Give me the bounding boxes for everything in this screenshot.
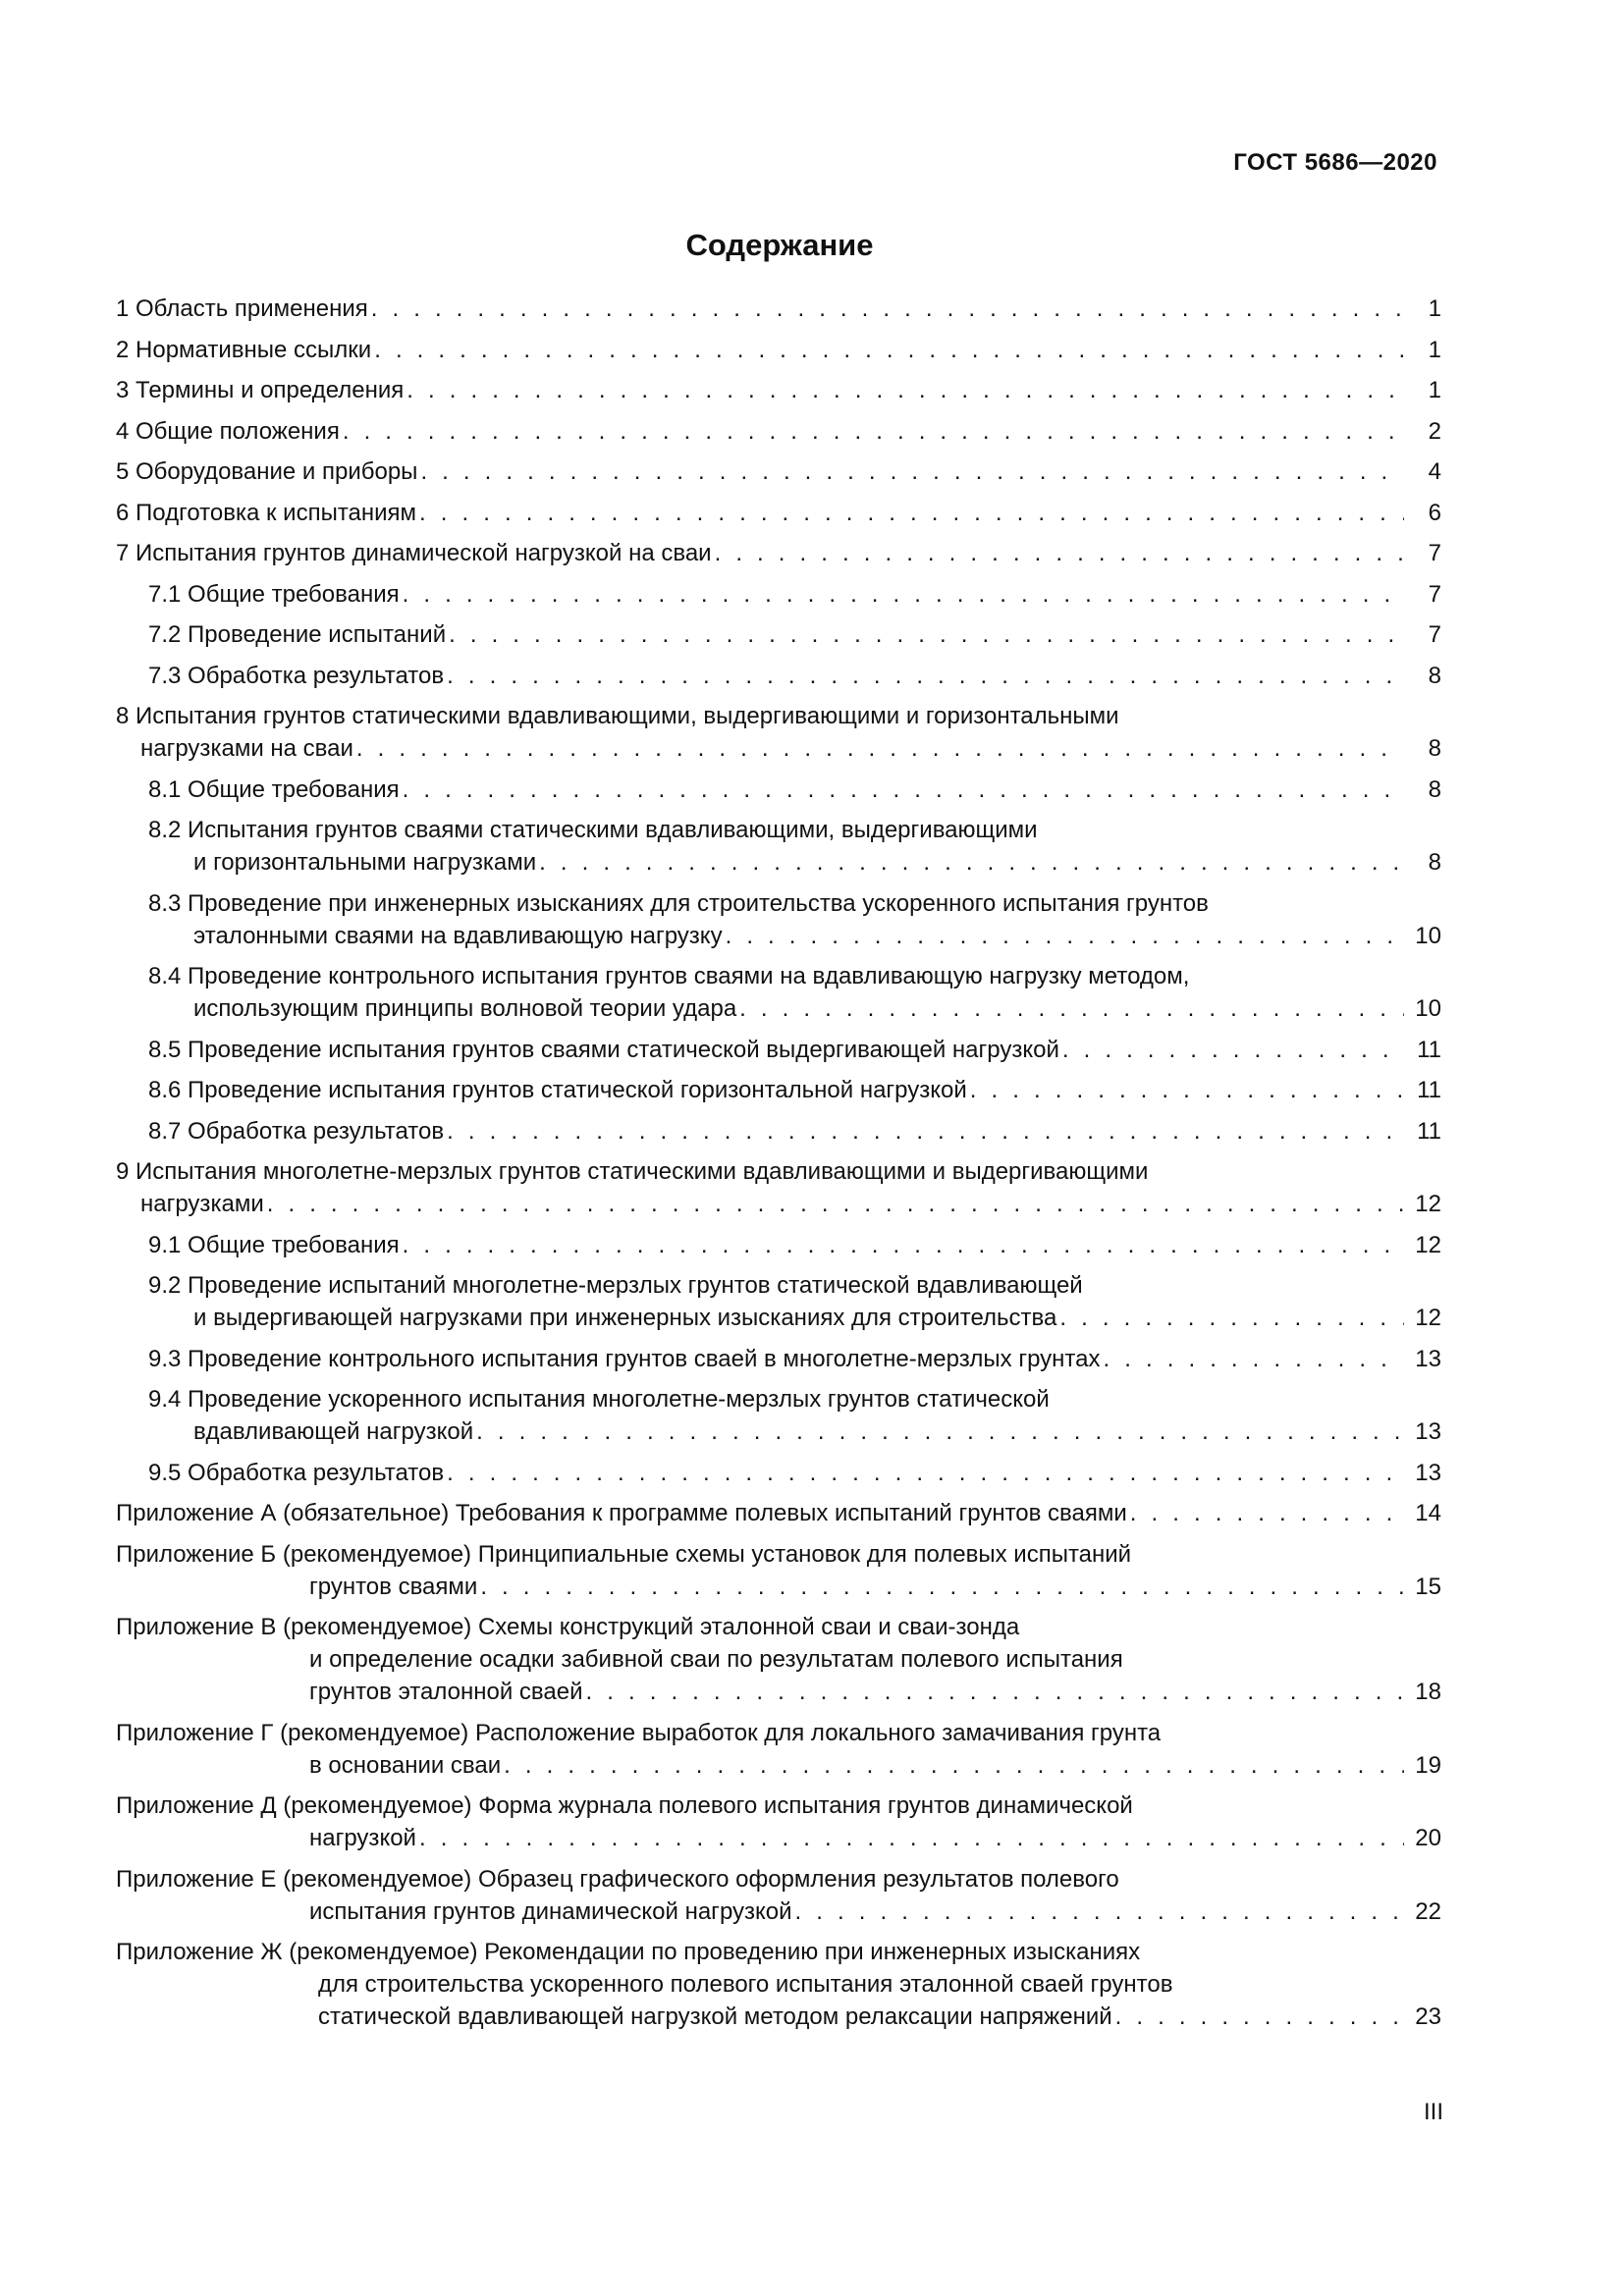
toc-entry-last-line (116, 732, 1441, 765)
toc-page-number: 2 (1428, 417, 1441, 445)
toc-page-number: 20 (1415, 1825, 1441, 1851)
toc-entry-text: вдавливающей нагрузкой (193, 1418, 474, 1445)
toc-entry-text: 8.7 Обработка результатов (148, 1117, 445, 1145)
toc-title: Содержание (685, 228, 874, 262)
toc-entry-text: грунтов эталонной сваей (309, 1679, 583, 1705)
dot-leader (970, 1074, 1404, 1106)
toc-entry[interactable] (116, 1611, 1441, 1708)
toc-entry-line: и определение осадки забивной сваи по результатам полевого испытания (309, 1646, 1123, 1673)
toc-entry-text: 7.3 Обработка результатов (148, 662, 445, 689)
toc-entry-line: 8.3 Проведение при инженерных изысканиях для строительства ускоренного испытания грунтов (148, 889, 1209, 917)
toc-entry-last-line (148, 578, 1441, 611)
toc-page-number: 23 (1415, 2003, 1441, 2030)
toc-entry-last-line (116, 1497, 1441, 1529)
toc-entry[interactable] (116, 1457, 1441, 1489)
dot-leader (267, 1188, 1404, 1220)
toc-page-number: 12 (1415, 1231, 1441, 1258)
toc-entry-last-line (116, 497, 1441, 529)
toc-entry[interactable] (116, 887, 1441, 952)
toc-page-number: 1 (1428, 336, 1441, 363)
dot-leader (586, 1676, 1405, 1708)
toc-entry-text: 1 Область применения (116, 295, 368, 322)
toc-entry-last-line (148, 1229, 1441, 1261)
dot-leader (419, 497, 1404, 529)
toc-page-number: 7 (1428, 540, 1441, 566)
toc-entry-last-line (116, 455, 1441, 488)
toc-entry-last-line (148, 774, 1441, 806)
toc-entry-last-line (116, 1571, 1441, 1603)
dot-leader (447, 660, 1404, 692)
toc-entry[interactable] (116, 814, 1441, 879)
dot-leader (447, 1115, 1404, 1148)
toc-entry-text: 8.5 Проведение испытания грунтов сваями статической выдергивающей нагрузкой (148, 1036, 1059, 1063)
toc-entry[interactable] (116, 1074, 1441, 1106)
dot-leader (449, 618, 1404, 651)
toc-entry-text: нагрузкой (309, 1825, 416, 1851)
toc-entry[interactable] (116, 578, 1441, 611)
toc-entry-last-line (116, 1188, 1441, 1220)
toc-entry[interactable] (116, 415, 1441, 448)
toc-entry[interactable] (116, 774, 1441, 806)
dot-leader (504, 1749, 1404, 1782)
toc-page-number: 10 (1415, 922, 1441, 949)
toc-entry[interactable] (116, 1936, 1441, 2033)
toc-entry-line: 8.4 Проведение контрольного испытания грунтов сваями на вдавливающую нагрузку методом, (148, 963, 1190, 989)
toc-entry[interactable] (116, 293, 1441, 325)
toc-entry-text: 7.1 Общие требования (148, 580, 400, 608)
toc-entry-last-line (116, 1822, 1441, 1854)
toc-entry-text: 3 Термины и определения (116, 377, 405, 403)
toc-entry-line: 9.2 Проведение испытаний многолетне-мерзлых грунтов статической вдавливающей (148, 1272, 1083, 1299)
toc-page-number: 15 (1415, 1573, 1441, 1600)
dot-leader (403, 578, 1404, 611)
toc-entry-line: Приложение Е (рекомендуемое) Образец графического оформления результатов полевого (116, 1865, 1119, 1893)
toc-entry-last-line (148, 660, 1441, 692)
toc-page-number: 19 (1415, 1751, 1441, 1779)
toc-entry-last-line (148, 1074, 1441, 1106)
toc-entry-last-line (116, 537, 1441, 569)
toc-entry-line: Приложение Д (рекомендуемое) Форма журнала полевого испытания грунтов динамической (116, 1792, 1133, 1819)
dot-leader (420, 455, 1404, 488)
dot-leader (374, 334, 1404, 366)
dot-leader (447, 1457, 1404, 1489)
toc-entry-text: 9.1 Общие требования (148, 1231, 400, 1258)
toc-entry-text: нагрузками на сваи (140, 735, 353, 762)
toc-entry-last-line (148, 1457, 1441, 1489)
toc-page-number: 13 (1415, 1459, 1441, 1486)
toc-entry-text: 8.1 Общие требования (148, 775, 400, 803)
toc-entry-last-line (148, 1034, 1441, 1066)
dot-leader (539, 846, 1404, 879)
dot-leader (343, 415, 1404, 448)
dot-leader (726, 920, 1404, 952)
toc-entry[interactable] (116, 1717, 1441, 1782)
dot-leader (476, 1415, 1404, 1448)
dot-leader (1059, 1302, 1404, 1334)
toc-page-number: 8 (1428, 662, 1441, 689)
toc-entry-line: Приложение Б (рекомендуемое) Принципиальные схемы установок для полевых испытаний (116, 1540, 1132, 1568)
toc-entry[interactable] (116, 960, 1441, 1025)
dot-leader (480, 1571, 1404, 1603)
toc-entry-line: для строительства ускоренного полевого испытания эталонной сваей грунтов (318, 1971, 1173, 1998)
toc-entry-last-line (148, 846, 1441, 879)
toc-entry-text: 9.5 Обработка результатов (148, 1459, 445, 1486)
toc-entry-text: нагрузками (140, 1191, 264, 1217)
toc-entry-text: в основании сваи (309, 1751, 502, 1779)
toc-entry[interactable] (116, 618, 1441, 651)
toc-entry-last-line (116, 1676, 1441, 1708)
toc-entry-text: Приложение А (обязательное) Требования к программе полевых испытаний грунтов сваями (116, 1500, 1127, 1526)
toc-entry[interactable] (116, 1789, 1441, 1854)
toc-entry-last-line (148, 1343, 1441, 1375)
toc-entry-line: Приложение Ж (рекомендуемое) Рекомендации по проведению при инженерных изысканиях (116, 1939, 1141, 1965)
toc-entry-last-line (116, 1749, 1441, 1782)
dot-leader (1104, 1343, 1404, 1375)
toc-entry-text: 9.3 Проведение контрольного испытания грунтов сваей в многолетне-мерзлых грунтах (148, 1345, 1101, 1372)
toc-entry-last-line (116, 415, 1441, 448)
toc-entry[interactable] (116, 374, 1441, 406)
dot-leader (403, 1229, 1404, 1261)
toc-entry[interactable] (116, 1343, 1441, 1375)
toc-entry[interactable] (116, 1538, 1441, 1603)
toc-entry-last-line (148, 618, 1441, 651)
toc-entry-last-line (148, 920, 1441, 952)
toc-entry[interactable] (116, 660, 1441, 692)
dot-leader (1115, 2001, 1404, 2033)
toc-entry-last-line (148, 1415, 1441, 1448)
dot-leader (356, 732, 1404, 765)
toc-page-number: 12 (1415, 1305, 1441, 1331)
toc-page-number: 8 (1428, 775, 1441, 803)
toc-page-number: 6 (1428, 499, 1441, 526)
toc-page-number: 13 (1415, 1345, 1441, 1372)
toc-entry[interactable] (116, 1497, 1441, 1529)
toc-entry-text: и горизонтальными нагрузками (193, 849, 537, 876)
toc-entry[interactable] (116, 1034, 1441, 1066)
toc-entry[interactable] (116, 1863, 1441, 1928)
toc-entry-text: 4 Общие положения (116, 417, 340, 445)
toc-entry-text: использующим принципы волновой теории удара (193, 995, 737, 1022)
toc-entry[interactable] (116, 537, 1441, 569)
toc-page-number: 11 (1417, 1117, 1441, 1145)
toc-page-number: 1 (1428, 377, 1441, 403)
page-number: III (1423, 2099, 1443, 2125)
toc-entry-line: 9 Испытания многолетне-мерзлых грунтов статическими вдавливающими и выдергивающими (116, 1158, 1149, 1185)
dot-leader (795, 1896, 1404, 1928)
table-of-contents (116, 293, 1441, 2042)
toc-entry[interactable] (116, 334, 1441, 366)
toc-page-number: 7 (1428, 580, 1441, 608)
toc-page-number: 12 (1415, 1191, 1441, 1217)
toc-entry-text: и выдергивающей нагрузками при инженерных изысканиях для строительства (193, 1305, 1057, 1331)
toc-entry-text: 2 Нормативные ссылки (116, 336, 372, 363)
toc-entry-line: 8 Испытания грунтов статическими вдавливающими, выдергивающими и горизонтальными (116, 703, 1119, 729)
dot-leader (1062, 1034, 1404, 1066)
toc-entry-last-line (148, 992, 1441, 1025)
toc-entry[interactable] (116, 1229, 1441, 1261)
toc-page-number: 8 (1428, 735, 1441, 762)
toc-page-number: 14 (1415, 1500, 1441, 1526)
toc-entry-text: 5 Оборудование и приборы (116, 458, 418, 485)
toc-page-number: 1 (1428, 295, 1441, 322)
dot-leader (406, 374, 1404, 406)
toc-entry-text: испытания грунтов динамической нагрузкой (309, 1897, 792, 1925)
toc-page-number: 22 (1415, 1897, 1441, 1925)
toc-entry-text: 7.2 Проведение испытаний (148, 621, 447, 648)
toc-page-number: 7 (1428, 621, 1441, 648)
toc-entry[interactable] (116, 455, 1441, 488)
toc-entry-text: грунтов сваями (309, 1573, 478, 1600)
toc-entry-text: 8.6 Проведение испытания грунтов статической горизонтальной нагрузкой (148, 1077, 967, 1103)
toc-entry-text: статической вдавливающей нагрузкой методом релаксации напряжений (318, 2003, 1112, 2030)
toc-entry-last-line (148, 1115, 1441, 1148)
toc-entry[interactable] (116, 1115, 1441, 1148)
toc-entry-line: 9.4 Проведение ускоренного испытания многолетне-мерзлых грунтов статической (148, 1386, 1050, 1413)
dot-leader (739, 992, 1404, 1025)
toc-entry-last-line (148, 1302, 1441, 1334)
toc-entry-line: Приложение В (рекомендуемое) Схемы конструкций эталонной сваи и сваи-зонда (116, 1614, 1020, 1640)
dot-leader (403, 774, 1404, 806)
toc-entry[interactable] (116, 1383, 1441, 1448)
toc-entry-text: 7 Испытания грунтов динамической нагрузкой на сваи (116, 540, 712, 566)
toc-page-number: 11 (1417, 1077, 1441, 1103)
toc-page-number: 4 (1428, 458, 1441, 485)
toc-entry-last-line (116, 334, 1441, 366)
toc-entry[interactable] (116, 497, 1441, 529)
toc-entry-text: эталонными сваями на вдавливающую нагрузку (193, 922, 723, 949)
toc-entry-last-line (116, 293, 1441, 325)
toc-entry-text: 6 Подготовка к испытаниям (116, 499, 417, 526)
toc-entry-last-line (116, 374, 1441, 406)
toc-page-number: 10 (1415, 995, 1441, 1022)
toc-entry-line: Приложение Г (рекомендуемое) Расположение выработок для локального замачивания грунта (116, 1719, 1162, 1746)
toc-entry[interactable] (116, 700, 1441, 765)
toc-entry-last-line (116, 1896, 1441, 1928)
toc-entry[interactable] (116, 1269, 1441, 1334)
dot-leader (419, 1822, 1404, 1854)
document-code: ГОСТ 5686—2020 (1233, 149, 1437, 176)
toc-entry-line: 8.2 Испытания грунтов сваями статическими вдавливающими, выдергивающими (148, 817, 1038, 843)
dot-leader (715, 537, 1404, 569)
toc-page-number: 18 (1415, 1679, 1441, 1705)
dot-leader (371, 293, 1404, 325)
toc-page-number: 11 (1417, 1036, 1441, 1063)
toc-page-number: 13 (1415, 1418, 1441, 1445)
toc-entry-last-line (116, 2001, 1441, 2033)
toc-entry[interactable] (116, 1155, 1441, 1220)
toc-page-number: 8 (1428, 849, 1441, 876)
dot-leader (1130, 1497, 1404, 1529)
